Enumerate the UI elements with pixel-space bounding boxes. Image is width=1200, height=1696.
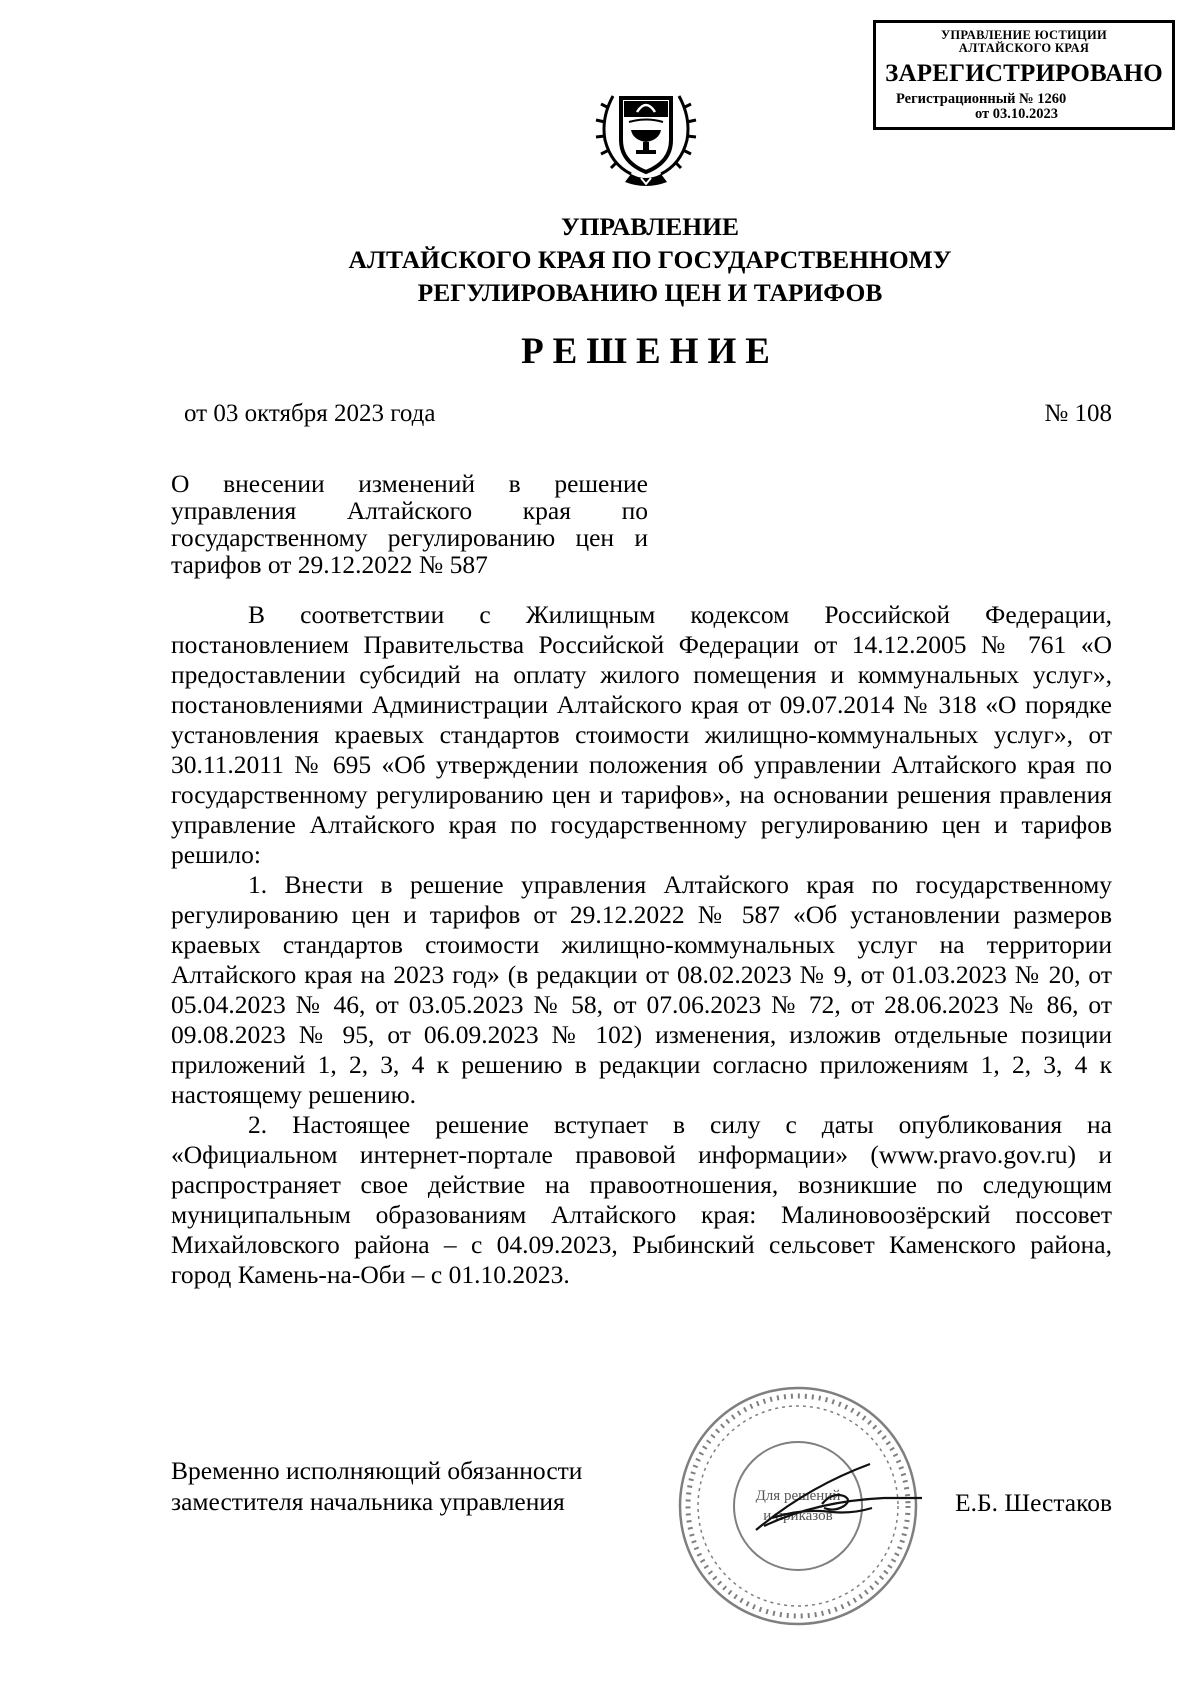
seal-inner-line2: и приказов bbox=[763, 1508, 833, 1524]
signatory-name: Е.Б. Шестаков bbox=[955, 1488, 1112, 1517]
subject-line1: О внесении изменений в решение bbox=[171, 469, 648, 498]
document-type: РЕШЕНИЕ bbox=[521, 331, 779, 372]
header-line3: РЕГУЛИРОВАНИЮ ЦЕН И ТАРИФОВ bbox=[417, 278, 883, 307]
signatory-title bbox=[171, 1455, 582, 1517]
seal-inner-line1: Для решений bbox=[755, 1488, 841, 1504]
body-preamble: В соответствии с Жилищным кодексом Российской Федерации, постановлением Правительства Российской Федерации от 14.12.2005 № 761 «О предоставлении субсидий на оплату жилого помещения и коммунальных услуг», постановлениями Администрации Алтайского края от 09.07.2014 № 318 «О порядке установления краевых стандартов стоимости жилищно-коммунальных услуг», от 30.11.2011 № 695 «Об утверждении положения об управлении Алтайского края по государственному регулированию цен и тарифов», на основании решения правления управление Алтайского края по государственному регулированию цен и тарифов решило: bbox=[171, 600, 1112, 869]
altai-coat-of-arms-icon bbox=[591, 78, 701, 186]
body-item-2: 2. Настоящее решение вступает в силу с даты опубликования на «Официальном интернет-портале правовой информации» (www.pravo.gov.ru) и распространяет свое действие на правоотношения, возникшие по следующим муниципальным образованиям Алтайского края: Малиновоозёрский поссовет Михайловского района – с 04.09.2023, Рыбинский сельсовет Каменского района, город Камень-на-Оби – с 01.10.2023. bbox=[171, 1110, 1112, 1289]
subject-line4: тарифов от 29.12.2022 № 587 bbox=[171, 550, 488, 579]
stamp-org-line1: УПРАВЛЕНИЕ ЮСТИЦИИ bbox=[940, 28, 1108, 42]
body-item-1: 1. Внести в решение управления Алтайского края по государственному регулированию цен и тарифов от 29.12.2022 № 587 «Об установлении размеров краевых стандартов стоимости жилищно-коммунальных услуг на территории Алтайского края на 2023 год» (в редакции от 08.02.2023 № 9, от 01.03.2023 № 20, от 05.04.2023 № 46, от 03.05.2023 № 58, от 07.06.2023 № 72, от 28.06.2023 № 86, от 09.08.2023 № 95, от 06.09.2023 № 102) изменения, изложив отдельные позиции приложений 1, 2, 3, 4 к решению в редакции согласно приложениям 1, 2, 3, 4 к настоящему решению. bbox=[171, 870, 1112, 1109]
issuer-header bbox=[200, 210, 1100, 309]
header-line2: АЛТАЙСКОГО КРАЯ ПО ГОСУДАРСТВЕННОМУ bbox=[348, 245, 952, 274]
stamp-reg-date: от 03.10.2023 bbox=[975, 105, 1059, 122]
subject-line3: государственному регулированию цен и bbox=[171, 523, 648, 552]
signatory-title-line2: заместителя начальника управления bbox=[171, 1487, 565, 1516]
stamp-org-line2: АЛТАЙСКОГО КРАЯ bbox=[958, 41, 1090, 56]
signatory-title-line1: Временно исполняющий обязанности bbox=[171, 1456, 583, 1485]
document-subject bbox=[171, 470, 648, 578]
header-line1: УПРАВЛЕНИЕ bbox=[560, 212, 739, 241]
document-body bbox=[171, 600, 1112, 1290]
official-seal-icon bbox=[672, 1380, 924, 1632]
registration-stamp bbox=[873, 20, 1175, 130]
stamp-status: ЗАРЕГИСТРИРОВАНО bbox=[885, 60, 1163, 88]
document-date: от 03 октября 2023 года bbox=[184, 400, 436, 427]
document-number: № 108 bbox=[1044, 400, 1112, 427]
subject-line2: управления Алтайского края по bbox=[171, 496, 648, 525]
stamp-reg-number: Регистрационный № 1260 bbox=[896, 90, 1067, 107]
